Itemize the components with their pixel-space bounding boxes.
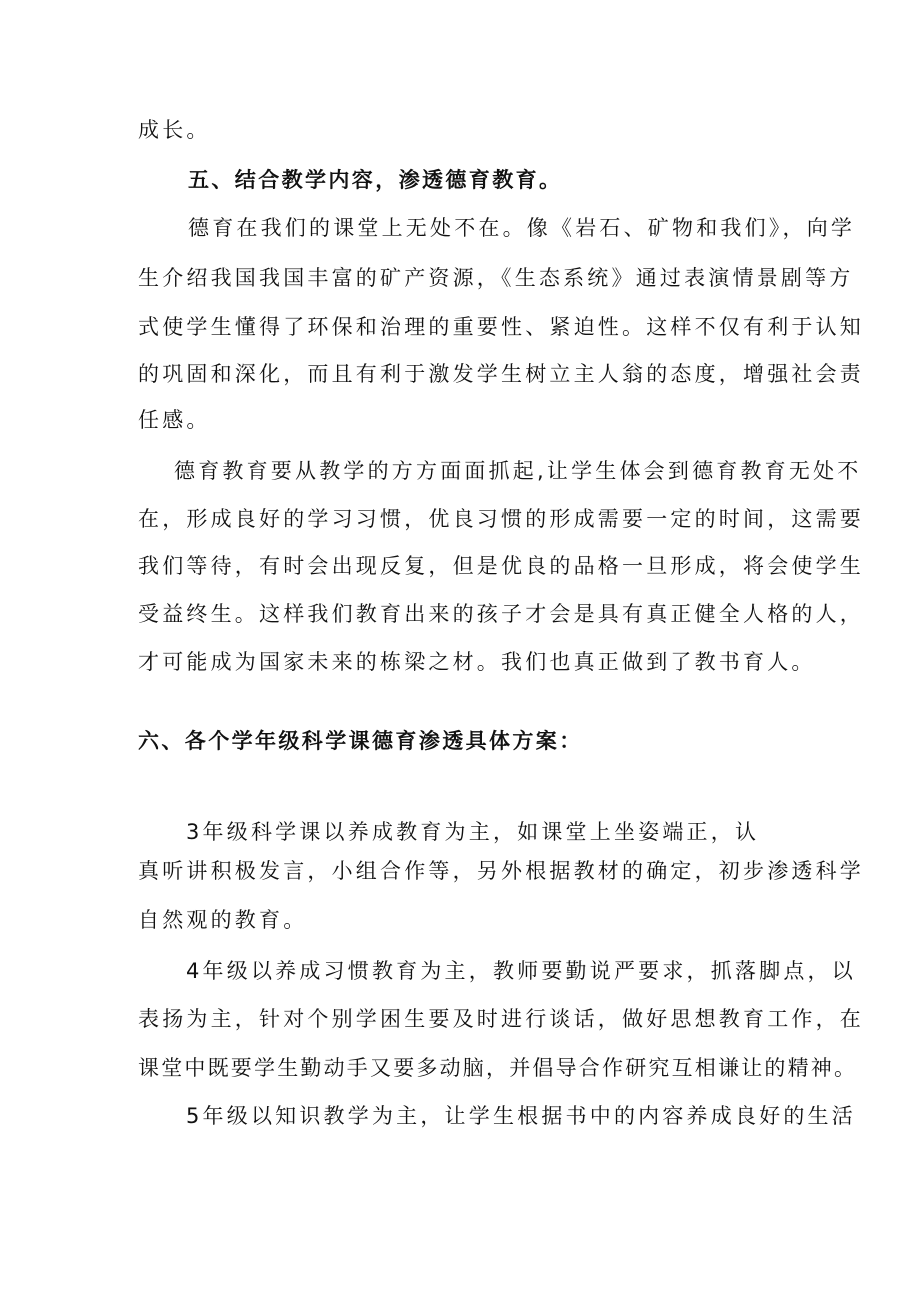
- text-line: 德育教育要从教学的方方面面抓起,让学生体会到德育教育无处不: [174, 459, 862, 483]
- text-line: 式使学生懂得了环保和治理的重要性、紧迫性。这样不仅有利于认知: [138, 315, 864, 339]
- text-line: 成长。: [138, 118, 211, 142]
- text-line: 才可能成为国家未来的栋梁之材。我们也真正做到了教书育人。: [138, 650, 816, 674]
- section-heading: 五、结合教学内容，渗透德育教育。: [188, 168, 563, 192]
- text-line: 我们等待，有时会出现反复，但是优良的品格一旦形成，将会使学生: [138, 554, 864, 578]
- text-line: 3年级科学课以养成教育为主，如课堂上坐姿端正，认: [186, 820, 760, 844]
- text-line: 自然观的教育。: [138, 908, 308, 932]
- text-line: 表扬为主，针对个别学困生要及时进行谈话，做好思想教育工作，在: [138, 1007, 864, 1031]
- text-line: 5年级以知识教学为主，让学生根据书中的内容养成良好的生活: [186, 1104, 856, 1128]
- text-line: 在，形成良好的学习习惯，优良习惯的形成需要一定的时间，这需要: [138, 507, 864, 531]
- text-line: 课堂中既要学生勤动手又要多动脑，并倡导合作研究互相谦让的精神。: [138, 1056, 858, 1080]
- text-line: 德育在我们的课堂上无处不在。像《岩石、矿物和我们》，向学: [188, 216, 856, 240]
- text-line: 4年级以养成习惯教育为主，教师要勤说严要求，抓落脚点，以: [186, 959, 856, 983]
- text-line: 生介绍我国我国丰富的矿产资源，《生态系统》通过表演情景剧等方: [138, 266, 854, 290]
- text-line: 受益终生。这样我们教育出来的孩子才会是具有真正健全人格的人，: [138, 602, 864, 626]
- section-heading: 六、各个学年级科学课德育渗透具体方案：: [138, 729, 583, 753]
- text-line: 任感。: [138, 408, 211, 432]
- text-line: 的巩固和深化，而且有利于激发学生树立主人翁的态度，增强社会责: [138, 362, 864, 386]
- text-line: 真听讲积极发言，小组合作等，另外根据教材的确定，初步渗透科学: [138, 859, 864, 883]
